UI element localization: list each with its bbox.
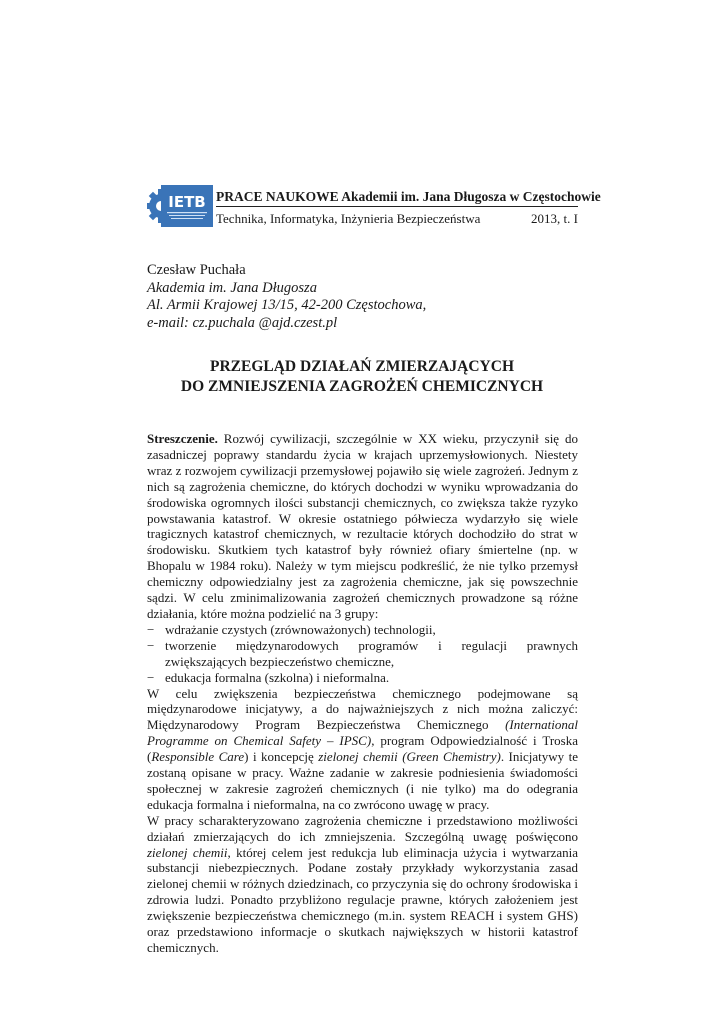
title-line-2: DO ZMNIEJSZENIA ZAGROŻEŃ CHEMICZNYCH bbox=[180, 378, 544, 395]
text-span-italic: zielonej chemii bbox=[147, 844, 228, 860]
text-span: W celu zwiększenia bezpieczeństwa chemicznego podejmowane są międzynarodowe inicjatywy, a do najważniejszych z nich można zaliczyć: Międzynarodowy Program Bezpieczeństwa Chemicznego bbox=[147, 685, 578, 733]
author-email: e-mail: cz.puchala @ajd.czest.pl bbox=[147, 314, 338, 331]
abstract-paragraph-1 bbox=[147, 431, 578, 622]
logo-text: IETB bbox=[168, 193, 206, 211]
text-span-italic: zielonej chemii (Green Chemistry) bbox=[318, 749, 501, 765]
author-address: Al. Armii Krajowej 13/15, 42-200 Częstochowa, bbox=[147, 297, 427, 313]
text-span-italic: Responsible Care bbox=[151, 749, 245, 765]
journal-header bbox=[147, 181, 601, 233]
text-span-italic: (International Programme on Chemical Safety – IPSC) bbox=[147, 717, 578, 749]
author-affiliation: Akademia im. Jana Długosza bbox=[147, 279, 317, 296]
abstract-label: Streszczenie. bbox=[147, 431, 218, 446]
abstract-text-1: Rozwój cywilizacji, szczególnie w XX wieku, przyczynił się do zasadniczej poprawy standardu życia w krajach uprzemysłowionych. Niestety wraz z rozwojem cywilizacji przemysłowej pojawiło się wiele zagrożeń. Jednym z nich są zagrożenia chemiczne, do których dochodzi w wyniku wprowadzania do środowiska ogromnych ilości substancji chemicznych, co zwiększa także ryzyko powstawania katastrof. W okresie ostatniego półwiecza wydarzyło się wiele tragicznych katastrof chemicznych, w rezultacie których dochodziło do strat w środowisku. Skutkiem tych katastrof były również ofiary śmiertelne (np. w Bhopalu w 1984 roku). Należy w tym miejscu podkreślić, że nie tylko przemysł chemiczny odpowiedzialny jest za zagrożenia chemiczne, jak się powszechnie sądzi. W celu zminimalizowania zagrożeń chemicznych prowadzone są różne działania, które można podzielić na 3 grupy: bbox=[147, 431, 578, 621]
text-span: ) i koncepcję bbox=[244, 749, 319, 765]
paper-title bbox=[147, 357, 577, 397]
journal-title: PRACE NAUKOWE Akademii im. Jana Długosza w Częstochowie bbox=[216, 189, 601, 204]
text-span: . Inicjatywy te zostaną opisane w pracy. Ważne zadanie w zakresie podniesienia świadomości społecznej w zakresie zagrożeń chemicznych (i nie tylko) ma do odegrania edukacja formalna i nieformalna, na co zwrócono uwagę w pracy. bbox=[147, 749, 578, 812]
author-block bbox=[147, 262, 426, 332]
header-rule bbox=[216, 206, 578, 207]
text-span: W pracy scharakteryzowano zagrożenia chemiczne i przedstawiono możliwości działań zmierzających do ich zmniejszenia. Szczególną uwagę poświęcono bbox=[147, 812, 578, 844]
group-list bbox=[147, 622, 578, 686]
text-span: , której celem jest redukcja lub eliminacja użycia i wytwarzania substancji niebezpiecznych. Podane zostały przykłady wykorzystania zasad zielonej chemii w różnych dziedzinach, co przyczynia się do ochrony środowiska i zdrowia ludzi. Ponadto przybliżono regulacje prawne, których założeniem jest zwiększenie bezpieczeństwa chemicznego (m.in. system REACH i system GHS) oraz przedstawiono informacje o skutkach największych w historii katastrof chemicznych. bbox=[147, 844, 579, 955]
abstract bbox=[147, 431, 578, 956]
abstract-paragraph-3 bbox=[147, 813, 578, 956]
author-name: Czesław Puchała bbox=[147, 262, 246, 278]
list-item: − wdrażanie czystych (zrównoważonych) technologii, bbox=[147, 622, 578, 638]
abstract-paragraph-2 bbox=[147, 686, 578, 813]
list-item: − tworzenie międzynarodowych programów i regulacji prawnych zwiększających bezpieczeństwo chemiczne, bbox=[147, 638, 578, 670]
list-item: − edukacja formalna (szkolna) i nieformalna. bbox=[147, 670, 578, 686]
text-span: , program Odpowiedzialność i Troska ( bbox=[147, 733, 579, 765]
ietb-logo bbox=[147, 183, 213, 229]
journal-series: Technika, Informatyka, Inżynieria Bezpieczeństwa bbox=[216, 211, 481, 226]
title-line-1: PRZEGLĄD DZIAŁAŃ ZMIERZAJĄCYCH bbox=[210, 358, 514, 375]
journal-volume: 2013, t. I bbox=[531, 211, 578, 226]
